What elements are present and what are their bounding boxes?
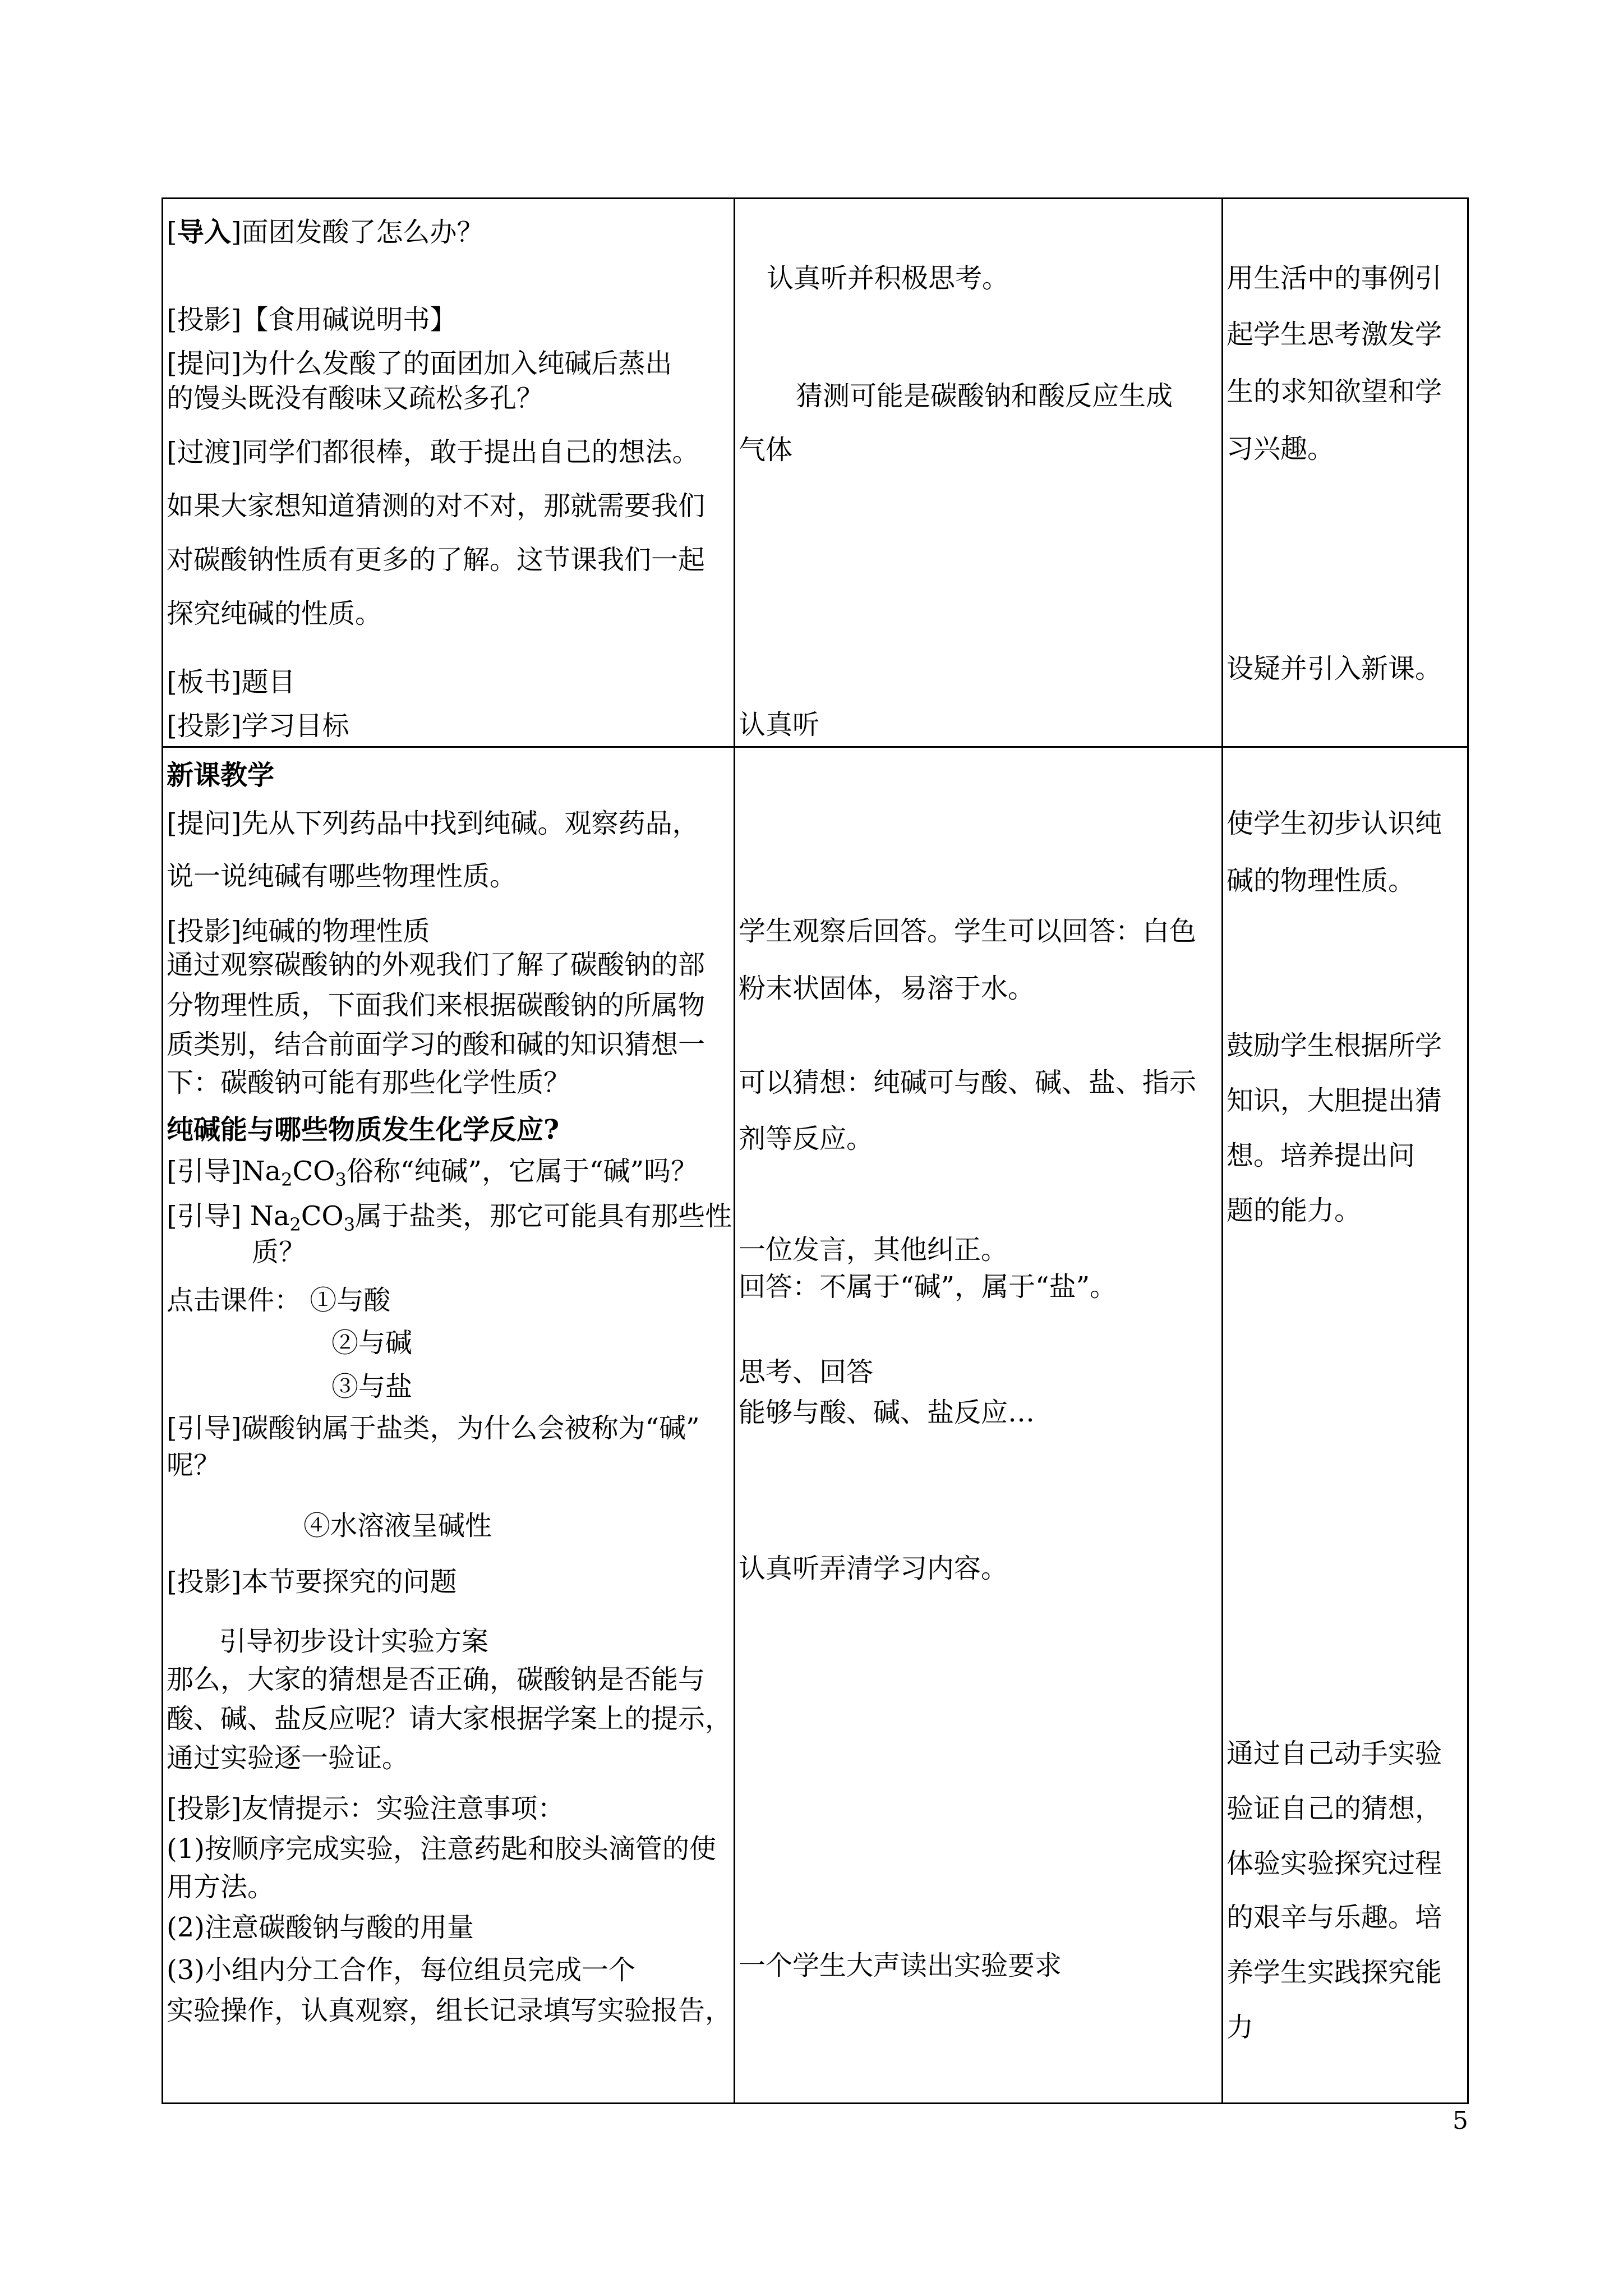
text-line: [过渡]同学们都很棒，敢于提出自己的想法。	[167, 436, 699, 468]
page-number: 5	[1453, 2106, 1468, 2135]
text-line: ③与盐	[331, 1371, 413, 1402]
text-line: [提问]先从下列药品中找到纯碱。观察药品，	[167, 808, 699, 839]
text-line: 起学生思考激发学	[1227, 319, 1442, 350]
student-activity-cell	[735, 747, 1223, 2104]
section-heading: 新课教学	[167, 760, 275, 791]
text-line: 设疑并引入新课。	[1227, 653, 1442, 684]
text-line: 探究纯碱的性质。	[167, 598, 382, 629]
text-line: [投影]纯碱的物理性质	[167, 915, 430, 947]
text-line: [板书]题目	[167, 666, 296, 698]
text-line: [投影]本节要探究的问题	[167, 1566, 457, 1598]
text-line: 粉末状固体，易溶于水。	[739, 973, 1035, 1004]
teacher-activity-cell	[163, 747, 735, 2104]
text-line: 通过自己动手实验	[1227, 1738, 1442, 1769]
text-line: 认真听	[739, 709, 820, 740]
text-line: 能够与酸、碱、盐反应…	[739, 1397, 1035, 1428]
text-line: [投影]学习目标	[167, 710, 349, 742]
text-line: 下：碳酸钠可能有那些化学性质？	[167, 1067, 571, 1098]
text-line: 习兴趣。	[1227, 433, 1335, 464]
text-line: 呢？	[167, 1450, 221, 1481]
text-line: 剂等反应。	[739, 1123, 874, 1154]
text-line: 通过实验逐一验证。	[167, 1742, 409, 1774]
text-line: 实验操作，认真观察，组长记录填写实验报告，	[167, 1995, 732, 2026]
text-line: 的艰辛与乐趣。培	[1227, 1902, 1442, 1933]
text-line: 质类别，结合前面学习的酸和碱的知识猜想一	[167, 1029, 706, 1060]
text-line: 通过观察碳酸钠的外观我们了解了碳酸钠的部	[167, 949, 706, 981]
text-line: 想。培养提出问	[1227, 1140, 1415, 1171]
text-line: 猜测可能是碳酸钠和酸反应生成	[796, 380, 1173, 412]
text-line: 可以猜想：纯碱可与酸、碱、盐、指示	[739, 1067, 1197, 1098]
text-line: 回答：不属于“碱”，属于“盐”。	[739, 1271, 1117, 1303]
text-line: (1)按顺序完成实验，注意药匙和胶头滴管的使	[167, 1833, 716, 1865]
text-line: (3)小组内分工合作，每位组员完成一个	[167, 1954, 635, 1986]
text-line: (2)注意碳酸钠与酸的用量	[167, 1912, 474, 1943]
text-line: [引导]碳酸钠属于盐类，为什么会被称为“碱”	[167, 1412, 700, 1444]
text-line: 那么，大家的猜想是否正确，碳酸钠是否能与	[167, 1664, 706, 1695]
table-row-intro	[163, 199, 1468, 747]
text-line: 用方法。	[167, 1871, 275, 1903]
text-line: 生的求知欲望和学	[1227, 376, 1442, 407]
text-line: 力	[1227, 2012, 1254, 2043]
text-line: 分物理性质，下面我们来根据碳酸钠的所属物	[167, 990, 706, 1021]
text-line: 题的能力。	[1227, 1195, 1362, 1226]
text-line: 思考、回答	[739, 1356, 874, 1388]
text-line: [引导]$Na_2CO_3$俗称“纯碱”，它属于“碱”吗？	[167, 1156, 698, 1190]
text-line: 使学生初步认识纯	[1227, 808, 1442, 839]
design-intent-cell	[1223, 199, 1468, 747]
text-line: 对碳酸钠性质有更多的了解。这节课我们一起	[167, 544, 706, 576]
text-line: 气体	[739, 434, 793, 466]
text-line: 认真听并积极思考。	[767, 263, 1009, 294]
design-intent-cell	[1223, 747, 1468, 2104]
text-line: 认真听弄清学习内容。	[739, 1553, 1008, 1584]
text-line: 说一说纯碱有哪些物理性质。	[167, 861, 517, 892]
text-line: 一个学生大声读出实验要求	[739, 1950, 1062, 1981]
text-line: 的馒头既没有酸味又疏松多孔？	[167, 383, 544, 414]
text-line: [投影]【食用碱说明书】	[167, 304, 457, 335]
subheading: 纯碱能与哪些物质发生化学反应?	[167, 1114, 560, 1145]
text-line: [引导] $Na_2CO_3$属于盐类，那它可能具有那些性	[167, 1200, 732, 1235]
text-line: 鼓励学生根据所学	[1227, 1030, 1442, 1061]
table-row-new-lesson	[163, 747, 1468, 2104]
text-line: 一位发言，其他纠正。	[739, 1234, 1008, 1266]
text-line: 用生活中的事例引	[1227, 263, 1442, 294]
text-line: 如果大家想知道猜测的对不对，那就需要我们	[167, 490, 706, 522]
text-line: ④水溶液呈碱性	[303, 1510, 492, 1542]
text-line: 酸、碱、盐反应呢？请大家根据学案上的提示，	[167, 1703, 732, 1734]
text-line: 养学生实践探究能	[1227, 1957, 1442, 1988]
text-line: 验证自己的猜想，	[1227, 1793, 1442, 1824]
text-line: [投影]友情提示：实验注意事项：	[167, 1793, 565, 1824]
teacher-activity-cell	[163, 199, 735, 747]
text-line: 质？	[252, 1236, 306, 1268]
text-line: [提问]为什么发酸了的面团加入纯碱后蒸出	[167, 348, 672, 379]
text-line: 体验实验探究过程	[1227, 1848, 1442, 1879]
text-line: 知识，大胆提出猜	[1227, 1085, 1442, 1116]
text-line: 碱的物理性质。	[1227, 865, 1415, 896]
text-line: 引导初步设计实验方案	[219, 1626, 489, 1657]
text-line: 点击课件： ①与酸	[167, 1285, 391, 1316]
text-line: [导入]面团发酸了怎么办？	[167, 217, 484, 248]
student-activity-cell	[735, 199, 1223, 747]
text-line: 学生观察后回答。学生可以回答：白色	[739, 915, 1197, 947]
lesson-plan-table	[162, 197, 1469, 2104]
text-line: ②与碱	[331, 1327, 413, 1359]
